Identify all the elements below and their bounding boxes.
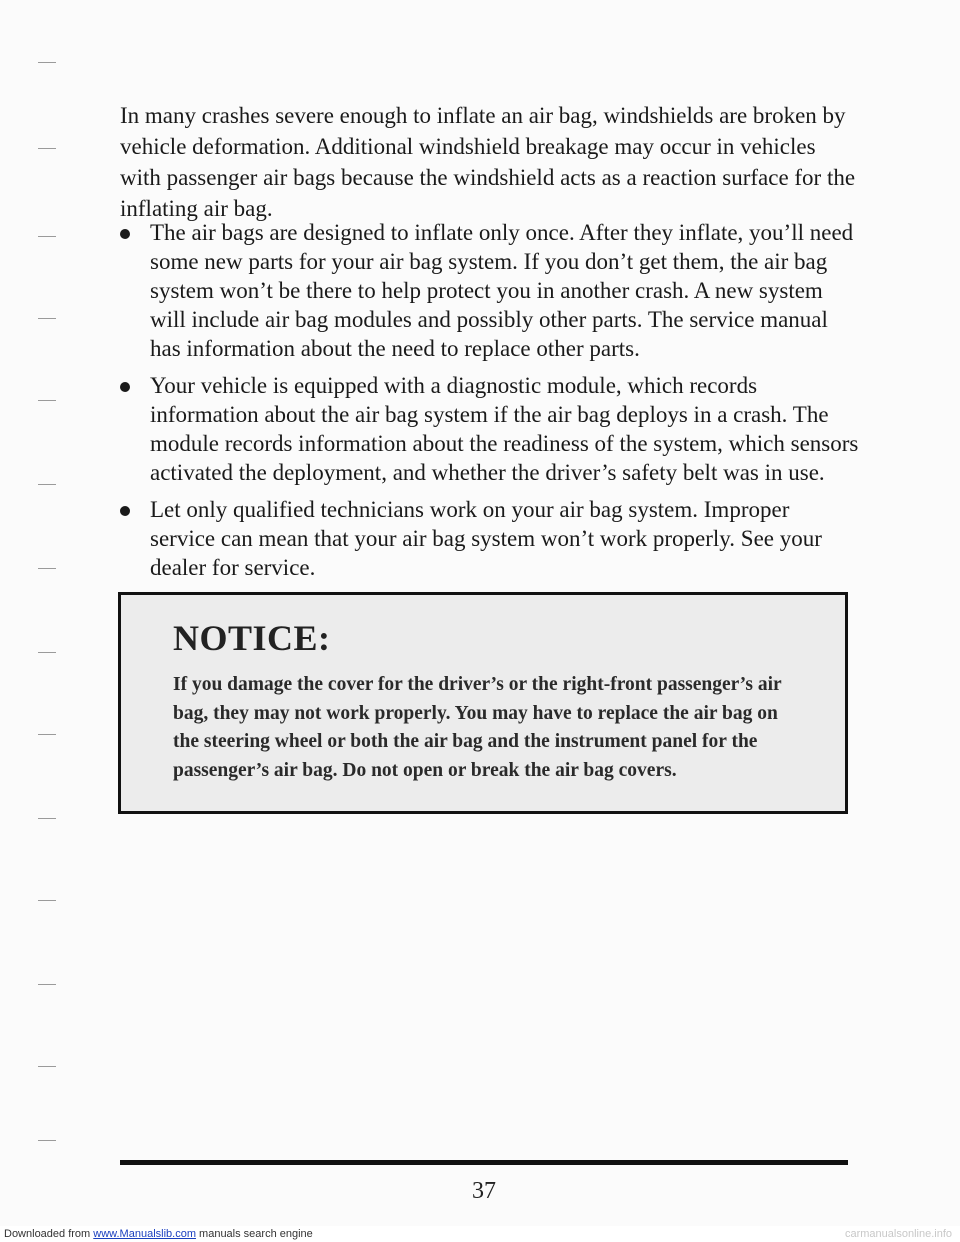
footer-prefix: Downloaded from	[4, 1228, 94, 1240]
bullet-text: Your vehicle is equipped with a diagnostic module, which records information about the air bag system if the air bag deploys in a crash. The module records information about the readiness of the system, which sensors activated the deployment, and whether the driver’s safety belt was in use.	[150, 373, 859, 485]
bullet-text: Let only qualified technicians work on your air bag system. Improper service can mean that your air bag system won’t work properly. See your dealer for service.	[150, 497, 822, 580]
watermark: carmanualsonline.info	[844, 1228, 952, 1240]
notice-title: NOTICE:	[173, 618, 331, 658]
footer-rule	[120, 1160, 848, 1165]
bullet-item	[120, 371, 860, 487]
bullet-icon	[120, 506, 130, 516]
bullet-list	[120, 218, 860, 590]
download-footer	[0, 1226, 960, 1242]
intro-paragraph: In many crashes severe enough to inflate an air bag, windshields are broken by vehicle deformation. Additional windshield breakage may occur in vehicles with passenger air bags because the windshield acts as a reaction surface for the inflating air bag.	[120, 103, 856, 221]
notice-body: If you damage the cover for the driver’s or the right-front passenger’s air bag, they may not work properly. You may have to replace the air bag on the steering wheel or both the air bag and the instrument panel for the passenger’s air bag. Do not open or break the air bag covers.	[173, 674, 782, 781]
manualslib-link[interactable]: www.Manualslib.com	[93, 1228, 196, 1240]
footer-source	[4, 1226, 313, 1242]
page-number: 37	[472, 1178, 496, 1204]
notice-box	[118, 592, 848, 814]
bullet-text: The air bags are designed to inflate only once. After they inflate, you’ll need some new parts for your air bag system. If you don’t get them, the air bag system won’t be there to help protect you in another crash. A new system will include air bag modules and possibly other parts. The service manual has information about the need to replace other parts.	[150, 220, 854, 361]
footer-suffix: manuals search engine	[195, 1228, 313, 1240]
bullet-icon	[120, 382, 130, 392]
margin-dashes	[0, 0, 100, 1242]
bullet-item	[120, 218, 860, 363]
bullet-icon	[120, 229, 130, 239]
bullet-item	[120, 495, 860, 582]
